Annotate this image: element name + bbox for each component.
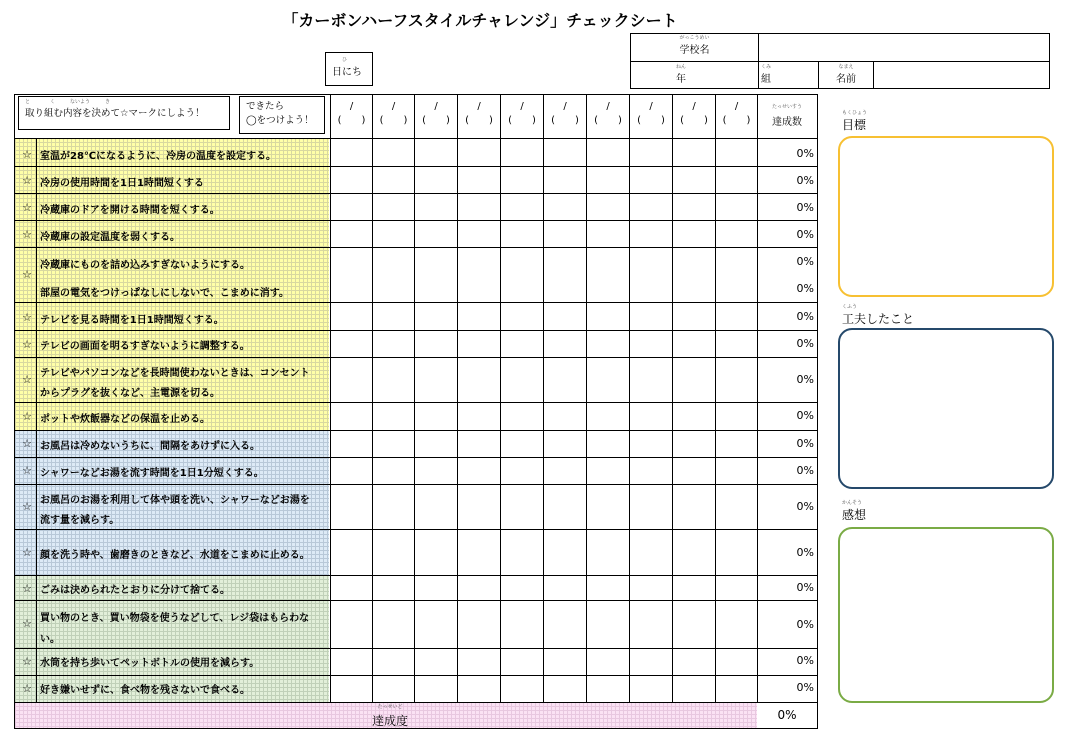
ideas-label: くふう 工夫したこと [842,304,915,326]
task-text: 冷房の使用時間を1日1時間短くする [40,178,204,189]
task-text: テレビやパソコンなどを長時間使わないときは、コンセント [40,368,310,379]
task-text: 顔を洗う時や、歯磨きのときなど、水道をこまめに止める。 [40,550,310,561]
star-marker[interactable]: ☆ [22,546,32,559]
task-text: 買い物のとき、買い物袋を使うなどして、レジ袋はもらわな [40,613,310,624]
achievement-rate-label: たっせいど 達成度 [371,704,408,728]
task-achievement-pct: 0% [796,201,814,214]
row-divider [15,220,817,221]
row-divider [15,193,817,194]
task-text: 室温が28℃になるように、冷房の温度を設定する。 [40,151,277,162]
task-text: テレビの画面を明るすぎないように調整する。 [40,341,250,352]
star-column-divider [36,138,37,702]
star-marker[interactable]: ☆ [22,148,32,161]
row-divider [15,138,817,139]
total-achievement-pct: 0% [777,708,797,722]
class-label: くみ 組 [760,64,771,85]
task-achievement-pct: 0% [796,500,814,513]
star-marker[interactable]: ☆ [22,682,32,695]
date-column-2[interactable]: / ( ) [379,101,408,126]
star-marker[interactable]: ☆ [22,655,32,668]
row-divider [15,484,817,485]
grade-label: ねん 年 [675,64,686,85]
task-text-line2: 流す量を減らす。 [40,515,120,526]
column-divider [457,95,458,702]
school-name-label: がっこうめい 学校名 [679,35,710,56]
task-achievement-pct: 0% [796,618,814,631]
student-name-label: なまえ 名前 [836,64,856,85]
date-column-8[interactable]: / ( ) [637,101,665,126]
row-divider [15,702,817,703]
date-column-6[interactable]: / ( ) [551,101,579,126]
task-text: テレビを見る時間を1日1時間短くする。 [40,315,224,326]
task-achievement-pct: 0% [796,255,814,268]
task-text: 冷蔵庫の設定温度を弱くする。 [40,232,180,243]
star-marker[interactable]: ☆ [22,268,32,281]
task-text: ポットや炊飯器などの保温を止める。 [40,414,210,425]
column-divider [757,95,758,702]
task-text-line2: 部屋の電気をつけっぱなしにしないで、こまめに消す。 [40,288,289,299]
column-divider [586,95,587,702]
row-divider [15,330,817,331]
row-divider [15,302,817,303]
task-text: 好き嫌いせずに、食べ物を残さないで食べる。 [40,685,250,696]
page-title: 「カーボンハーフスタイルチャレンジ」チェックシート [282,11,678,30]
star-marker[interactable]: ☆ [22,201,32,214]
task-achievement-pct: 0% [796,654,814,667]
task-text: お風呂は冷めないうちに、間隔をあけずに入る。 [40,441,260,452]
date-column-3[interactable]: / ( ) [422,101,450,126]
task-achievement-pct: 0% [796,373,814,386]
star-marker[interactable]: ☆ [22,410,32,423]
goal-box[interactable] [838,136,1054,297]
task-achievement-pct: 0% [796,409,814,422]
column-divider [629,95,630,702]
column-divider [672,95,673,702]
star-marker[interactable]: ☆ [22,437,32,450]
date-callout: ひ 日にち [325,52,373,86]
task-achievement-pct: 0% [796,546,814,559]
star-marker[interactable]: ☆ [22,464,32,477]
row-divider [15,529,817,530]
task-text: 水筒を持ち歩いてペットボトルの使用を減らす。 [40,658,260,669]
task-achievement-pct: 0% [796,464,814,477]
star-marker[interactable]: ☆ [22,582,32,595]
column-divider [500,95,501,702]
task-achievement-pct: 0% [796,282,814,295]
task-text: 冷蔵庫のドアを開ける時間を短くする。 [40,205,220,216]
task-text: 冷蔵庫にものを詰め込みすぎないようにする。 [40,260,250,271]
task-text: ごみは決められたとおりに分けて捨てる。 [40,585,230,596]
date-column-4[interactable]: / ( ) [465,101,493,126]
star-marker[interactable]: ☆ [22,174,32,187]
task-achievement-pct: 0% [796,174,814,187]
student-info-table [630,33,1050,89]
column-divider [372,95,373,702]
check-hint-callout: できたら ◯をつけよう！ [239,96,325,134]
task-text: お風呂のお湯を利用して体や頭を洗い、シャワーなどお湯を [40,495,310,506]
task-achievement-pct: 0% [796,147,814,160]
date-column-1[interactable]: / ( ) [337,101,366,126]
impressions-label: かんそう 感想 [842,500,867,522]
star-marker[interactable]: ☆ [22,338,32,351]
ideas-box[interactable] [838,328,1054,489]
row-divider [15,247,817,248]
school-name-field[interactable] [759,34,1050,61]
goal-label: もくひょう 目標 [842,110,868,132]
row-divider [15,457,817,458]
date-column-7[interactable]: / ( ) [594,101,622,126]
task-achievement-pct: 0% [796,437,814,450]
column-divider [330,95,331,702]
date-column-9[interactable]: / ( ) [680,101,708,126]
row-divider [15,166,817,167]
star-marker[interactable]: ☆ [22,617,32,630]
task-text-line2: い。 [40,634,60,645]
student-name-field[interactable] [874,62,1050,88]
task-text: シャワーなどお湯を流す時間を1日1分短くする。 [40,468,264,479]
star-marker[interactable]: ☆ [22,311,32,324]
row-divider [15,600,817,601]
column-divider [715,95,716,702]
row-divider [15,402,817,403]
column-divider [543,95,544,702]
achievement-count-header: たっせいすう 達成数 [771,104,802,128]
column-divider [414,95,415,702]
instruction-callout: と く ないよう き 取り組む内容を決めて☆マークにしよう！ [18,96,230,130]
task-achievement-pct: 0% [796,337,814,350]
task-achievement-pct: 0% [796,228,814,241]
task-achievement-pct: 0% [796,681,814,694]
row-divider [15,675,817,676]
task-achievement-pct: 0% [796,310,814,323]
task-text-line2: からプラグを抜くなど、主電源を切る。 [40,388,220,399]
star-marker[interactable]: ☆ [22,228,32,241]
star-marker[interactable]: ☆ [22,500,32,513]
star-marker[interactable]: ☆ [22,373,32,386]
row-divider [15,648,817,649]
task-achievement-pct: 0% [796,581,814,594]
date-column-5[interactable]: / ( ) [508,101,536,126]
row-divider [15,430,817,431]
date-column-10[interactable]: / ( ) [722,101,751,126]
row-divider [15,357,817,358]
row-divider [15,575,817,576]
impressions-box[interactable] [838,527,1054,703]
